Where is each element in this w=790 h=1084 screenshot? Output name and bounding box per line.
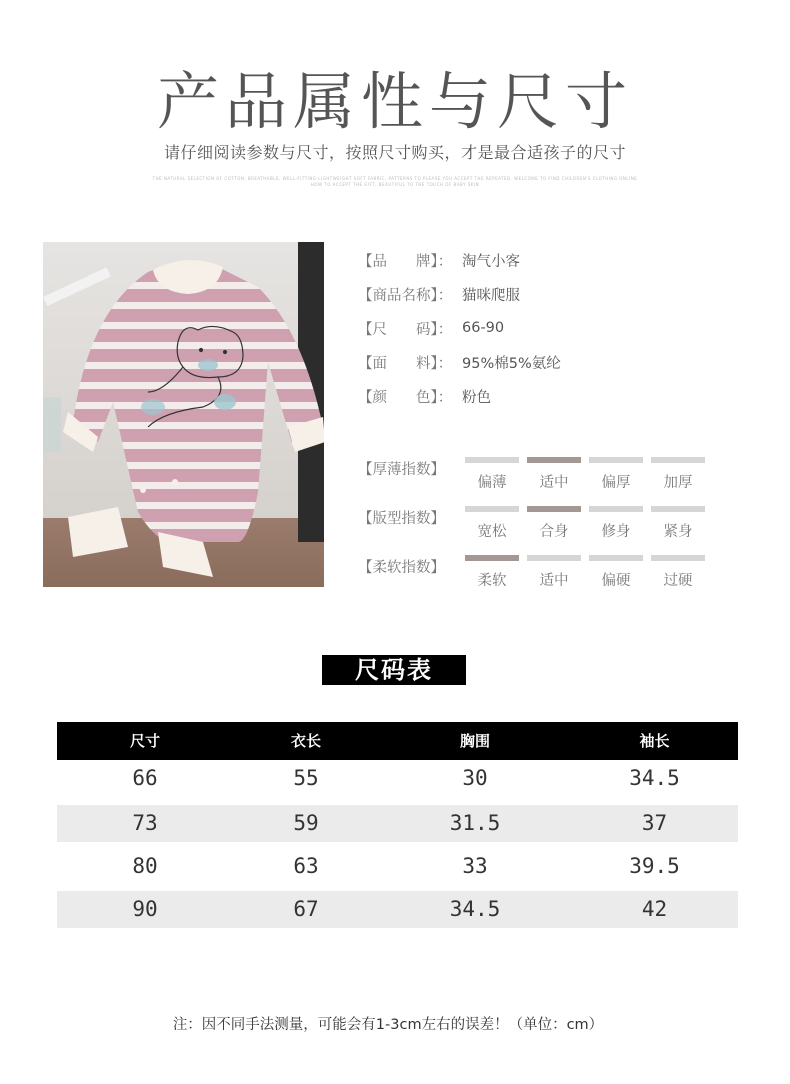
index-option [589, 506, 643, 541]
romper-illustration [43, 242, 324, 587]
index-bar [651, 555, 705, 561]
index-bar [465, 457, 519, 463]
index-bar-selected [465, 555, 519, 561]
index-bar-selected [527, 457, 581, 463]
table-cell: 90 [132, 897, 158, 921]
attr-brand [358, 243, 778, 277]
attr-value: 95%棉5%氨纶 [462, 355, 561, 372]
product-photo [43, 242, 324, 587]
index-option [651, 457, 705, 492]
index-option-label: 偏薄 [477, 475, 507, 491]
table-row [57, 805, 738, 842]
table-cell: 31.5 [449, 811, 501, 835]
attr-size [358, 311, 778, 345]
attr-label: 【颜 色】： [358, 389, 453, 406]
table-cell: 42 [641, 897, 668, 921]
table-cell: 37 [641, 811, 668, 835]
page-subtitle: 请仔细阅读参数与尺寸，按照尺寸购买，才是最合适孩子的尺寸 [163, 143, 626, 162]
table-cell: 34.5 [449, 897, 501, 921]
index-option [527, 555, 581, 590]
table-cell: 66 [132, 766, 158, 790]
attr-label: 【商品名称】： [358, 287, 453, 304]
table-cell: 33 [462, 854, 488, 878]
index-bar [651, 506, 705, 512]
index-option [465, 457, 519, 492]
header-size: 尺寸 [129, 732, 160, 750]
index-option-label: 加厚 [663, 475, 693, 491]
index-option-label: 合身 [539, 524, 569, 540]
index-row-thickness [358, 452, 778, 501]
table-row [57, 891, 738, 928]
table-row [57, 848, 738, 885]
attr-value: 猫咪爬服 [462, 287, 520, 304]
index-bar-selected [527, 506, 581, 512]
attr-color [358, 379, 778, 413]
table-cell: 59 [293, 811, 319, 835]
index-option-label: 柔软 [477, 573, 507, 589]
attribute-list [358, 243, 778, 413]
index-bar [465, 506, 519, 512]
header-sleeve: 袖长 [639, 732, 670, 750]
index-label: 【版型指数】 [358, 511, 445, 527]
index-option [589, 555, 643, 590]
index-option-label: 紧身 [663, 524, 693, 540]
index-option-label: 适中 [539, 475, 569, 491]
index-row-softness [358, 550, 778, 599]
size-table [57, 722, 738, 928]
index-row-fit [358, 501, 778, 550]
size-chart-title: 尺码表 [322, 655, 466, 685]
header-length: 衣长 [290, 732, 321, 750]
table-cell: 39.5 [629, 854, 680, 878]
attr-fabric [358, 345, 778, 379]
attr-value: 66-90 [462, 320, 505, 336]
index-option-label: 过硬 [663, 573, 693, 589]
attr-label: 【面 料】： [358, 355, 453, 372]
index-option [651, 506, 705, 541]
attr-value: 粉色 [462, 389, 491, 406]
index-option-label: 偏厚 [601, 475, 631, 491]
table-cell: 30 [462, 766, 488, 790]
index-label: 【柔软指数】 [358, 560, 445, 576]
table-cell: 34.5 [629, 766, 680, 790]
index-label: 【厚薄指数】 [358, 462, 445, 478]
table-cell: 80 [132, 854, 158, 878]
fine-print-line-2: HOW TO ACCEPT THE GIFT, BEAUTIFUL TO THE TOUCH OF BABY SKIN [310, 182, 480, 187]
index-option-label: 适中 [539, 573, 569, 589]
table-cell: 67 [293, 897, 319, 921]
table-cell: 55 [293, 766, 319, 790]
index-option [527, 457, 581, 492]
attr-product-name [358, 277, 778, 311]
index-bar [527, 555, 581, 561]
attr-label: 【品 牌】： [358, 253, 453, 270]
index-grid [358, 452, 778, 599]
table-row [57, 760, 738, 799]
index-option [589, 457, 643, 492]
index-bar [651, 457, 705, 463]
measurement-note: 注：因不同手法测量，可能会有1-3cm左右的误差！（单位：cm） [172, 1017, 604, 1033]
index-bar [589, 555, 643, 561]
index-bar [589, 457, 643, 463]
page-title: 产品属性与尺寸 [156, 65, 633, 138]
index-option-label: 宽松 [477, 524, 507, 540]
table-cell: 73 [132, 811, 158, 835]
index-option-label: 偏硬 [601, 573, 631, 589]
header-chest: 胸围 [459, 732, 490, 750]
index-bar [589, 506, 643, 512]
index-option [527, 506, 581, 541]
table-cell: 63 [293, 854, 319, 878]
attr-value: 淘气小客 [462, 253, 520, 270]
index-option [651, 555, 705, 590]
index-option [465, 506, 519, 541]
fine-print-line-1: THE NATURAL SELECTION OF COTTON, BREATHABLE, WELL-FITTING LIGHTWEIGHT SOFT FABRIC, PATTERNS TO PLEASE YOU ACCEPT THE REPEATED. WELCOME TO FIND CHILDREN'S CLOTHING ONLINE [152, 176, 638, 181]
index-option [465, 555, 519, 590]
attr-label: 【尺 码】： [358, 321, 453, 338]
index-option-label: 修身 [601, 524, 631, 540]
table-header [57, 722, 738, 760]
